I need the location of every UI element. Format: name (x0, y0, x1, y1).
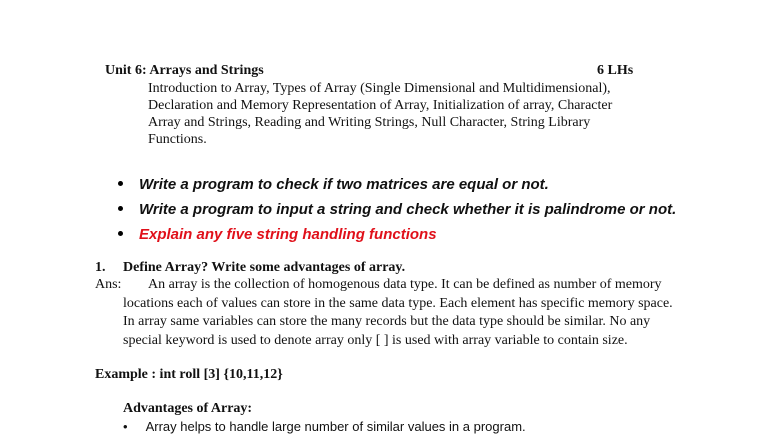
answer-line: special keyword is used to denote array only [ ] is used with array variable to contain size. (123, 333, 628, 348)
bullet-item (118, 201, 676, 218)
bullet-icon (118, 231, 123, 236)
syllabus-block (148, 80, 612, 148)
syllabus-line: Functions. (148, 132, 207, 147)
bullet-text: Write a program to check if two matrices are equal or not. (139, 176, 549, 193)
bullet-item (118, 226, 437, 243)
question-number: 1. (95, 260, 106, 275)
answer-label: Ans: (95, 277, 122, 292)
answer-line: An array is the collection of homogenous data type. It can be defined as number of memory (148, 277, 662, 292)
advantage-text: Array helps to handle large number of similar values in a program. (145, 419, 526, 434)
unit-hours: 6 LHs (597, 63, 634, 78)
bullet-icon (118, 181, 123, 186)
example-text: Example : int roll [3] {10,11,12} (95, 367, 283, 382)
bullet-icon: • (123, 419, 128, 434)
advantages-heading: Advantages of Array: (123, 401, 253, 416)
advantage-item (123, 419, 526, 434)
bullet-item (118, 176, 549, 193)
syllabus-line: Array and Strings, Reading and Writing Strings, Null Character, String Library (148, 115, 591, 130)
syllabus-line: Declaration and Memory Representation of Array, Initialization of array, Character (148, 98, 613, 113)
bullet-icon (118, 206, 123, 211)
bullet-text: Write a program to input a string and check whether it is palindrome or not. (139, 201, 677, 218)
bullet-text: Explain any five string handling functions (139, 226, 437, 243)
answer-line: In array same variables can store the many records but the data type should be similar. No any (123, 314, 651, 329)
syllabus-line: Introduction to Array, Types of Array (Single Dimensional and Multidimensional), (148, 81, 611, 96)
answer-line: locations each of values can store in the same data type. Each element has specific memory space. (123, 296, 673, 311)
question-text: Define Array? Write some advantages of array. (123, 260, 406, 275)
unit-title: Unit 6: Arrays and Strings (105, 63, 264, 78)
